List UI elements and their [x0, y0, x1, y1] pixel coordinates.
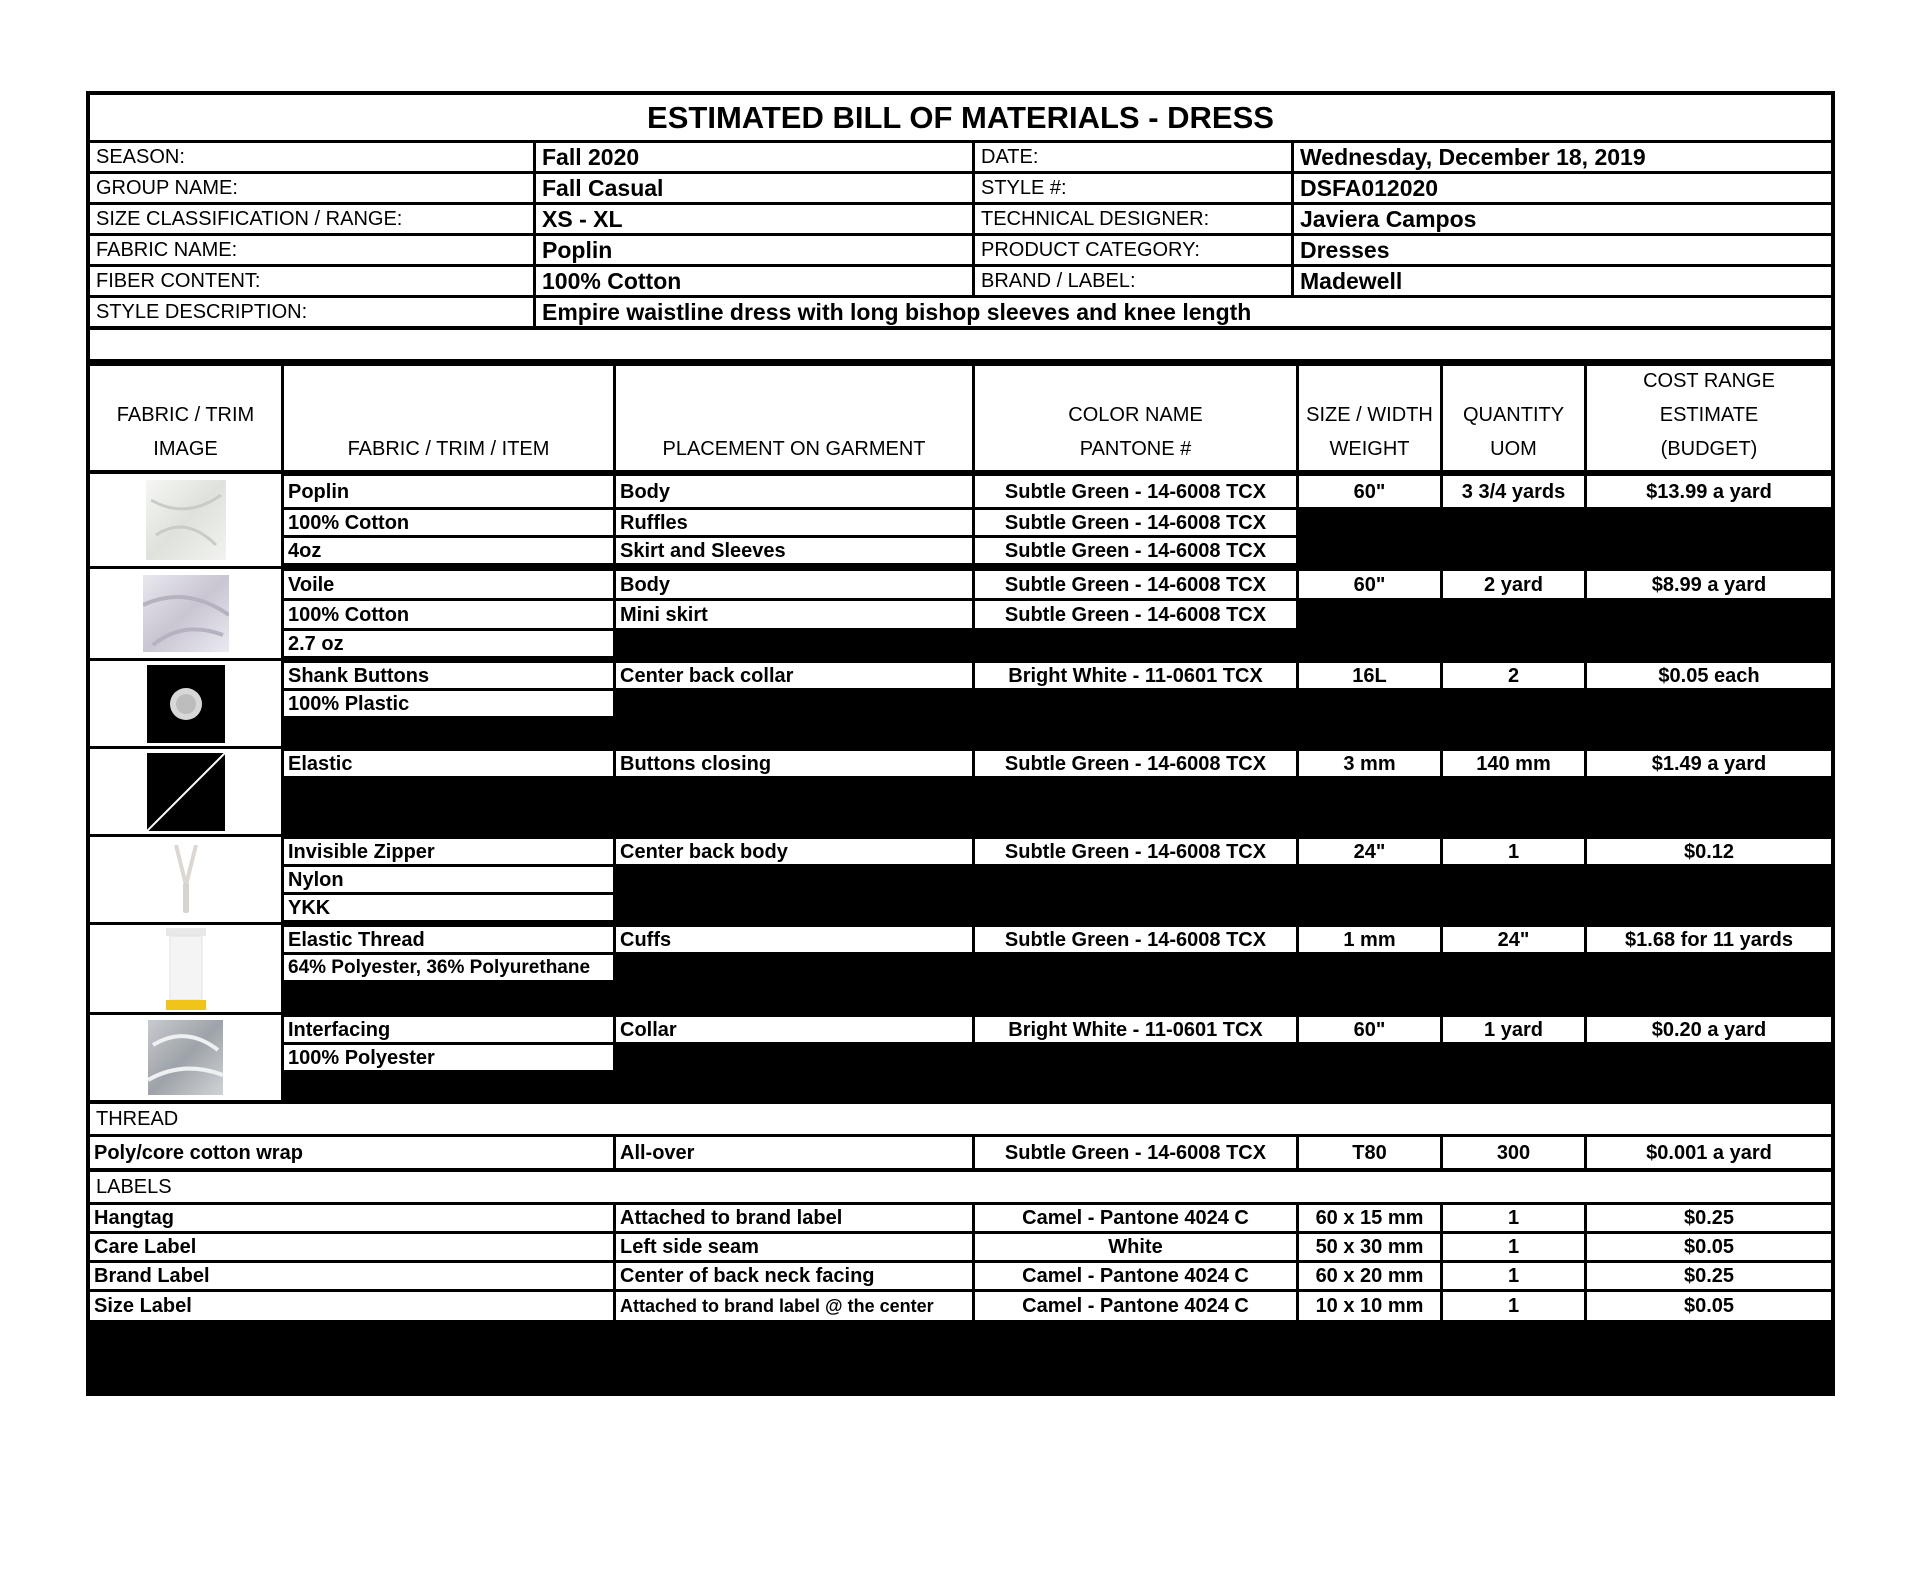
header-size-line: SIZE / WIDTH — [1306, 404, 1433, 426]
material-size: 24" — [1299, 839, 1440, 864]
material-color: Subtle Green - 14-6008 TCX — [975, 751, 1296, 776]
label-placement: Left side seam — [616, 1234, 972, 1260]
thread-cost: $0.001 a yard — [1587, 1137, 1831, 1168]
thread-spool-image — [162, 928, 210, 1010]
material-item-line: 100% Plastic — [284, 691, 613, 716]
header-qty-line: UOM — [1490, 438, 1537, 460]
material-color: Subtle Green - 14-6008 TCX — [975, 839, 1296, 864]
thread-qty: 300 — [1443, 1137, 1584, 1168]
label-size: 60 x 15 mm — [1299, 1205, 1440, 1231]
material-image-cell — [90, 749, 281, 834]
header-qty — [1443, 366, 1584, 470]
label-placement: Center of back neck facing — [616, 1263, 972, 1289]
material-qty: 140 mm — [1443, 751, 1584, 776]
header-placement-line: PLACEMENT ON GARMENT — [662, 438, 926, 460]
material-placement: Body — [616, 476, 972, 507]
label-cost: $0.05 — [1587, 1234, 1831, 1260]
label-placement: Attached to brand label — [616, 1205, 972, 1231]
spacer-row — [90, 330, 1831, 359]
zipper-image — [172, 845, 200, 915]
material-image-cell — [90, 661, 281, 746]
material-item-line: Invisible Zipper — [284, 839, 613, 864]
material-color: Subtle Green - 14-6008 TCX — [975, 510, 1296, 535]
header-color — [975, 366, 1296, 470]
material-image-cell — [90, 837, 281, 922]
thread-size: T80 — [1299, 1137, 1440, 1168]
info-value-brand: Madewell — [1294, 267, 1831, 295]
header-color-line: COLOR NAME — [1068, 404, 1203, 426]
material-item-line: Elastic — [284, 751, 613, 776]
info-label-season: SEASON: — [90, 143, 533, 171]
info-value-fabric: Poplin — [536, 236, 972, 264]
material-placement: Ruffles — [616, 510, 972, 535]
material-qty: 2 — [1443, 663, 1584, 688]
info-label-date: DATE: — [975, 143, 1291, 171]
header-image — [90, 366, 281, 470]
material-color: Bright White - 11-0601 TCX — [975, 1017, 1296, 1042]
info-label-group: GROUP NAME: — [90, 174, 533, 202]
header-color-line: PANTONE # — [1079, 438, 1192, 460]
material-item-line: 100% Polyester — [284, 1045, 613, 1070]
material-cost: $0.05 each — [1587, 663, 1831, 688]
label-name: Brand Label — [90, 1263, 613, 1289]
label-qty: 1 — [1443, 1205, 1584, 1231]
material-placement: Center back body — [616, 839, 972, 864]
info-label-style: STYLE #: — [975, 174, 1291, 202]
header-image-line: FABRIC / TRIM — [116, 404, 255, 426]
header-size-line: WEIGHT — [1329, 438, 1410, 460]
elastic-image — [147, 753, 225, 831]
material-cost: $13.99 a yard — [1587, 476, 1831, 507]
info-value-description: Empire waistline dress with long bishop sleeves and knee length — [536, 298, 1831, 326]
material-color: Subtle Green - 14-6008 TCX — [975, 927, 1296, 952]
button-image — [147, 665, 225, 743]
header-item — [284, 366, 613, 470]
label-placement: Attached to brand label @ the center — [616, 1292, 972, 1320]
info-value-tech: Javiera Campos — [1294, 205, 1831, 233]
material-item-line: 2.7 oz — [284, 631, 613, 656]
material-size: 3 mm — [1299, 751, 1440, 776]
material-image-cell — [90, 925, 281, 1012]
material-image-cell — [90, 474, 281, 566]
material-cost: $0.20 a yard — [1587, 1017, 1831, 1042]
thread-placement: All-over — [616, 1137, 972, 1168]
material-image-cell — [90, 1015, 281, 1100]
material-item-line: 100% Cotton — [284, 510, 613, 535]
material-qty: 24" — [1443, 927, 1584, 952]
info-value-style: DSFA012020 — [1294, 174, 1831, 202]
material-placement: Skirt and Sleeves — [616, 538, 972, 563]
material-image-cell — [90, 569, 281, 658]
label-color: Camel - Pantone 4024 C — [975, 1292, 1296, 1320]
label-color: Camel - Pantone 4024 C — [975, 1205, 1296, 1231]
header-size — [1299, 366, 1440, 470]
interfacing-swatch — [148, 1020, 223, 1095]
material-placement: Buttons closing — [616, 751, 972, 776]
voile-swatch — [143, 575, 229, 652]
material-item-line: 64% Polyester, 36% Polyurethane — [284, 955, 613, 980]
label-name: Size Label — [90, 1292, 613, 1320]
label-size: 60 x 20 mm — [1299, 1263, 1440, 1289]
material-item-line: Shank Buttons — [284, 663, 613, 688]
info-label-fabric: FABRIC NAME: — [90, 236, 533, 264]
label-cost: $0.25 — [1587, 1263, 1831, 1289]
info-label-brand: BRAND / LABEL: — [975, 267, 1291, 295]
material-placement: Cuffs — [616, 927, 972, 952]
material-item-line: Interfacing — [284, 1017, 613, 1042]
material-size: 16L — [1299, 663, 1440, 688]
info-label-category: PRODUCT CATEGORY: — [975, 236, 1291, 264]
header-cost — [1587, 366, 1831, 470]
material-cost: $1.49 a yard — [1587, 751, 1831, 776]
info-value-size: XS - XL — [536, 205, 972, 233]
material-item-line: Poplin — [284, 476, 613, 507]
material-qty: 3 3/4 yards — [1443, 476, 1584, 507]
material-cost: $8.99 a yard — [1587, 571, 1831, 598]
label-name: Care Label — [90, 1234, 613, 1260]
label-name: Hangtag — [90, 1205, 613, 1231]
material-placement: Mini skirt — [616, 601, 972, 628]
material-item-line: Voile — [284, 571, 613, 598]
material-size: 60" — [1299, 1017, 1440, 1042]
material-placement: Body — [616, 571, 972, 598]
label-color: White — [975, 1234, 1296, 1260]
info-value-group: Fall Casual — [536, 174, 972, 202]
poplin-swatch — [146, 480, 226, 560]
header-cost-line: (BUDGET) — [1660, 438, 1758, 460]
label-qty: 1 — [1443, 1234, 1584, 1260]
material-size: 60" — [1299, 476, 1440, 507]
header-placement — [616, 366, 972, 470]
info-label-size: SIZE CLASSIFICATION / RANGE: — [90, 205, 533, 233]
material-placement: Collar — [616, 1017, 972, 1042]
material-qty: 1 — [1443, 839, 1584, 864]
info-value-season: Fall 2020 — [536, 143, 972, 171]
header-image-line: IMAGE — [153, 438, 218, 460]
header-item-line: FABRIC / TRIM / ITEM — [347, 438, 550, 460]
page-title: ESTIMATED BILL OF MATERIALS - DRESS — [90, 95, 1831, 140]
material-color: Subtle Green - 14-6008 TCX — [975, 571, 1296, 598]
header-cost-line: ESTIMATE — [1659, 404, 1759, 426]
info-label-tech: TECHNICAL DESIGNER: — [975, 205, 1291, 233]
material-size: 1 mm — [1299, 927, 1440, 952]
material-item-line: YKK — [284, 895, 613, 920]
label-qty: 1 — [1443, 1292, 1584, 1320]
label-qty: 1 — [1443, 1263, 1584, 1289]
material-item-line: 4oz — [284, 538, 613, 563]
material-color: Subtle Green - 14-6008 TCX — [975, 476, 1296, 507]
info-label-fiber: FIBER CONTENT: — [90, 267, 533, 295]
label-size: 10 x 10 mm — [1299, 1292, 1440, 1320]
header-cost-line: COST RANGE — [1643, 370, 1775, 392]
material-placement: Center back collar — [616, 663, 972, 688]
info-value-date: Wednesday, December 18, 2019 — [1294, 143, 1831, 171]
label-cost: $0.05 — [1587, 1292, 1831, 1320]
thread-section-label: THREAD — [90, 1104, 1831, 1134]
labels-section-label: LABELS — [90, 1172, 1831, 1202]
info-label-description: STYLE DESCRIPTION: — [90, 298, 533, 326]
header-qty-line: QUANTITY — [1462, 404, 1565, 426]
material-color: Bright White - 11-0601 TCX — [975, 663, 1296, 688]
material-size: 60" — [1299, 571, 1440, 598]
label-color: Camel - Pantone 4024 C — [975, 1263, 1296, 1289]
material-cost: $0.12 — [1587, 839, 1831, 864]
thread-name: Poly/core cotton wrap — [90, 1137, 613, 1168]
info-value-fiber: 100% Cotton — [536, 267, 972, 295]
info-value-category: Dresses — [1294, 236, 1831, 264]
label-size: 50 x 30 mm — [1299, 1234, 1440, 1260]
material-qty: 1 yard — [1443, 1017, 1584, 1042]
material-cost: $1.68 for 11 yards — [1587, 927, 1831, 952]
material-item-line: Elastic Thread — [284, 927, 613, 952]
material-item-line: Nylon — [284, 867, 613, 892]
material-item-line: 100% Cotton — [284, 601, 613, 628]
material-color: Subtle Green - 14-6008 TCX — [975, 601, 1296, 628]
material-color: Subtle Green - 14-6008 TCX — [975, 538, 1296, 563]
thread-color: Subtle Green - 14-6008 TCX — [975, 1137, 1296, 1168]
label-cost: $0.25 — [1587, 1205, 1831, 1231]
material-qty: 2 yard — [1443, 571, 1584, 598]
